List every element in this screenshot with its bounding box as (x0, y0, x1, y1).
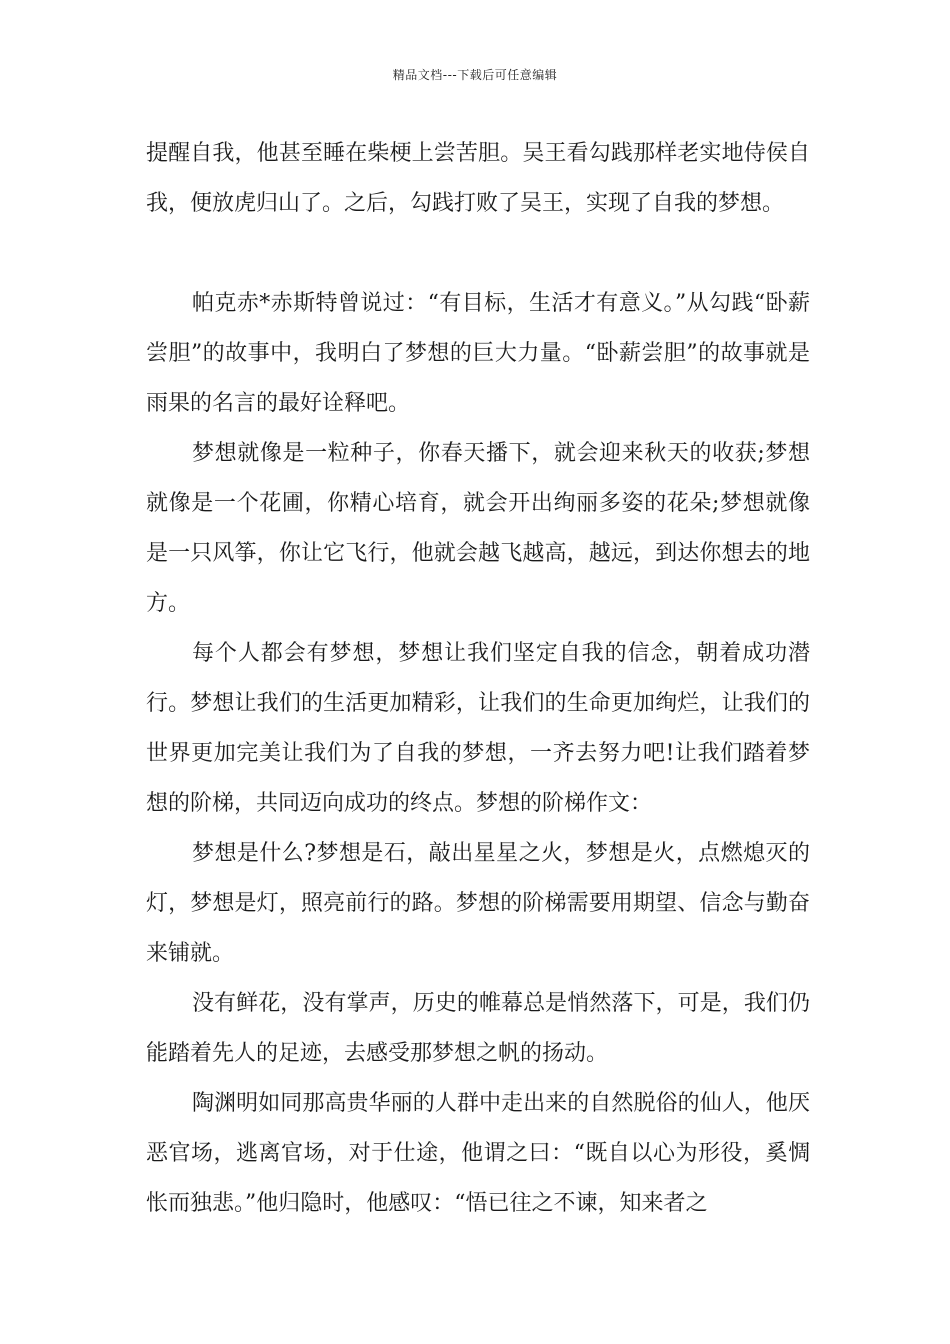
paragraph: 没有鲜花，没有掌声，历史的帷幕总是悄然落下，可是，我们仍能踏着先人的足迹，去感受那梦想之帆的扬动。 (146, 991, 810, 1066)
paragraph: 帕克赤*赤斯特曾说过：“有目标，生活才有意义。”从勾践“卧薪尝胆”的故事中，我明白了梦想的巨大力量。“卧薪尝胆”的故事就是雨果的名言的最好诠释吧。 (146, 291, 810, 416)
paragraph: 梦想是什么?梦想是石，敲出星星之火，梦想是火，点燃熄灭的灯，梦想是灯，照亮前行的路。梦想的阶梯需要用期望、信念与勤奋来铺就。 (146, 841, 810, 966)
paragraph: 梦想就像是一粒种子，你春天播下，就会迎来秋天的收获;梦想就像是一个花圃，你精心培育，就会开出绚丽多姿的花朵;梦想就像是一只风筝，你让它飞行，他就会越飞越高，越远，到达你想去的地方。 (146, 441, 810, 616)
paragraph-continuation: 提醒自我，他甚至睡在柴梗上尝苦胆。吴王看勾践那样老实地侍侯自我，便放虎归山了。之后，勾践打败了吴王，实现了自我的梦想。 (146, 141, 810, 216)
document-body (146, 129, 810, 1229)
paragraph: 每个人都会有梦想，梦想让我们坚定自我的信念，朝着成功潜行。梦想让我们的生活更加精彩，让我们的生命更加绚烂，让我们的世界更加完美让我们为了自我的梦想，一齐去努力吧!让我们踏着梦想的阶梯，共同迈向成功的终点。梦想的阶梯作文： (146, 641, 810, 816)
page-header: 精品文档---下载后可任意编辑 (392, 68, 558, 82)
paragraph-gap (146, 229, 810, 279)
paragraph: 陶渊明如同那高贵华丽的人群中走出来的自然脱俗的仙人，他厌恶官场，逃离官场，对于仕途，他谓之曰：“既自以心为形役，奚惆怅而独悲。”他归隐时，他感叹：“悟已往之不谏，知来者之 (146, 1091, 810, 1216)
